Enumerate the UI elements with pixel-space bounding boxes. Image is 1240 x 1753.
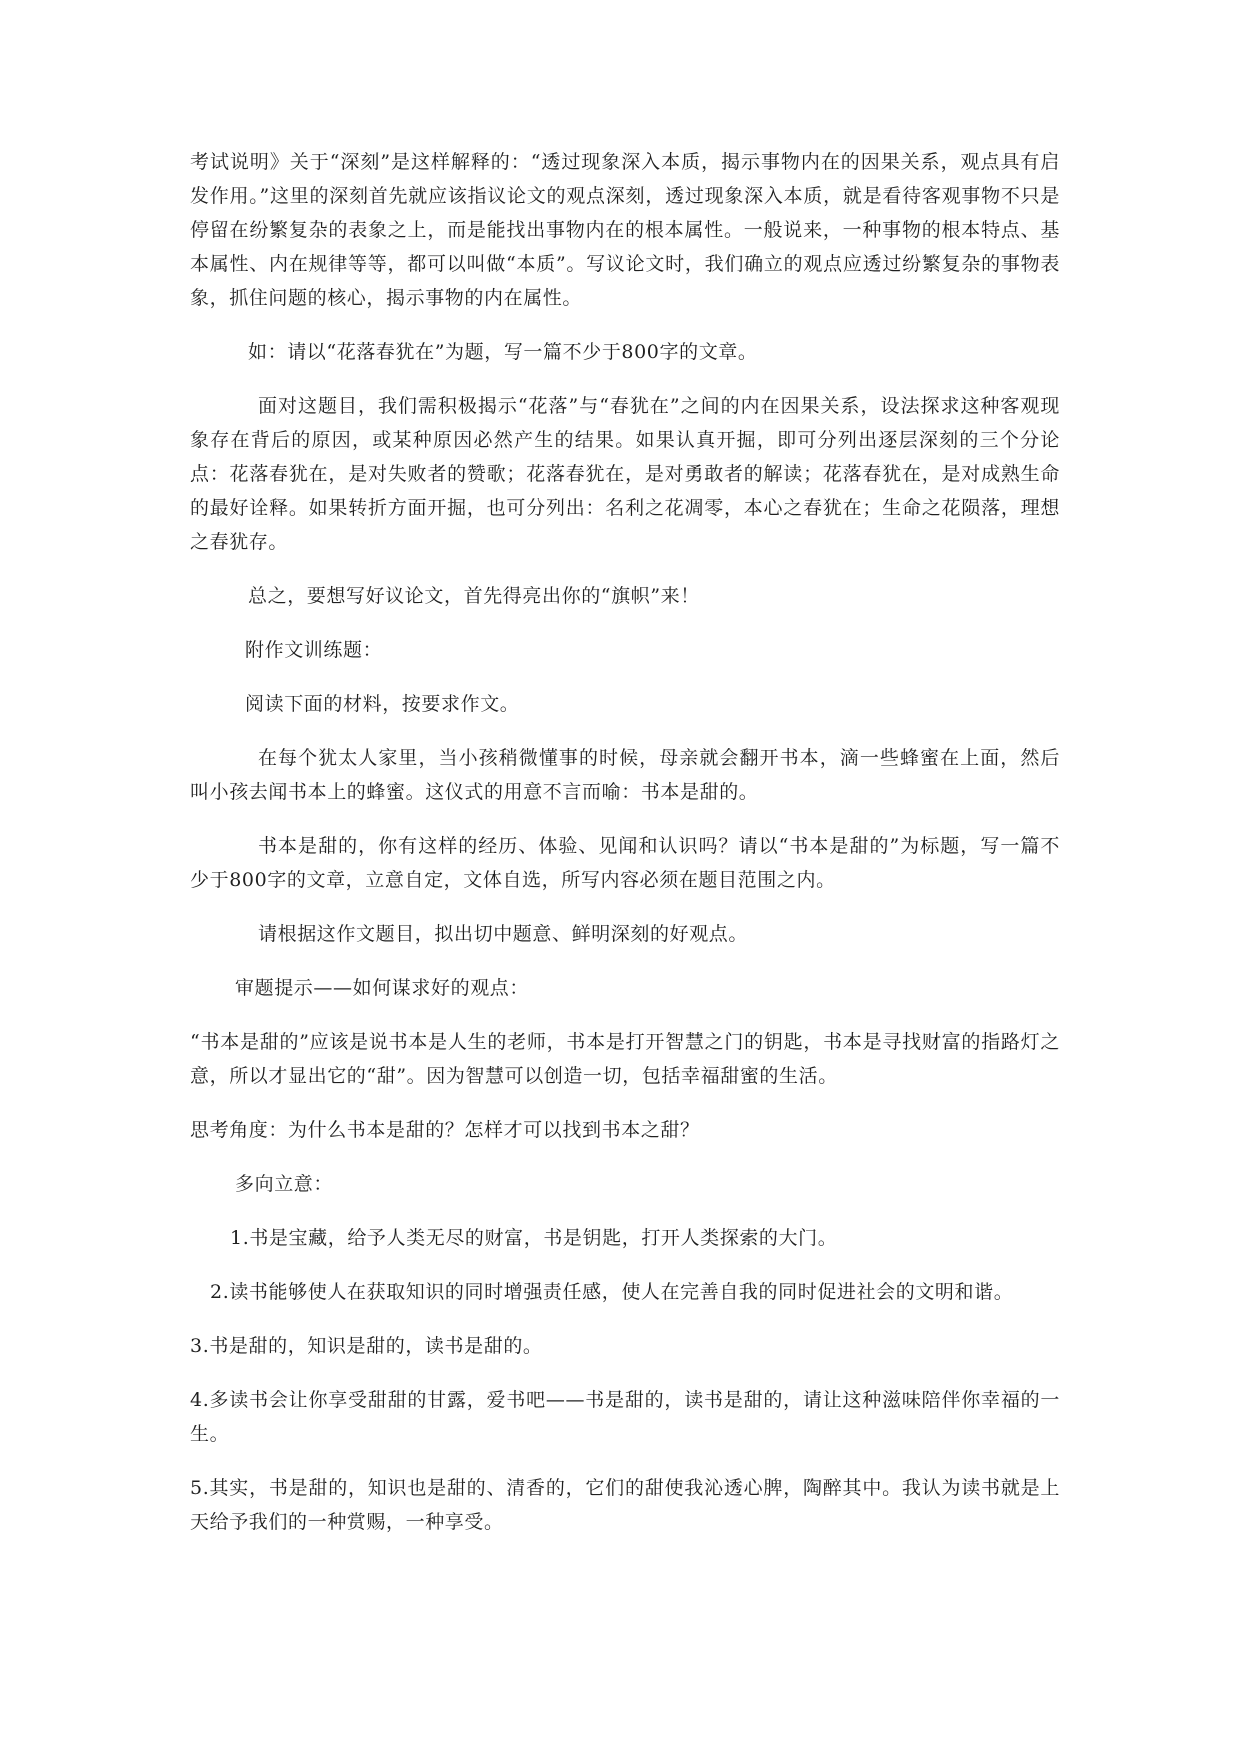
list-item-1: 1.书是宝藏，给予人类无尽的财富，书是钥匙，打开人类探索的大门。 [230,1227,838,1249]
document-body [190,145,1060,1559]
list-item-5: 5.其实，书是甜的，知识也是甜的、清香的，它们的甜使我沁透心脾，陶醉其中。我认为读书就是上天给予我们的一种赏赐，一种享受。 [190,1477,1060,1533]
paragraph-essay-prompt: 书本是甜的，你有这样的经历、体验、见闻和认识吗？请以“书本是甜的”为标题，写一篇不少于800字的文章，立意自定，文体自选，所写内容必须在题目范围之内。 [190,835,1060,891]
list-item-2: 2.读书能够使人在获取知识的同时增强责任感，使人在完善自我的同时促进社会的文明和谐。 [210,1281,1014,1303]
paragraph-example-prompt: 如：请以“花落春犹在”为题，写一篇不少于800字的文章。 [248,341,758,363]
paragraph-thinking-angle: 思考角度：为什么书本是甜的？怎样才可以找到书本之甜？ [190,1119,700,1141]
list-item-3: 3.书是甜的，知识是甜的，读书是甜的。 [190,1335,543,1357]
paragraph-review-hint-heading: 审题提示——如何谋求好的观点： [235,977,530,999]
paragraph-conclusion: 总之，要想写好议论文，首先得亮出你的“旗帜”来！ [248,585,700,607]
paragraph-material: 在每个犹太人家里，当小孩稍微懂事的时候，母亲就会翻开书本，滴一些蜂蜜在上面，然后叫小孩去闻书本上的蜂蜜。这仪式的用意不言而喻：书本是甜的。 [190,747,1060,803]
paragraph-definition-of-depth: 考试说明》关于“深刻”是这样解释的：“透过现象深入本质，揭示事物内在的因果关系，观点具有启发作用。”这里的深刻首先就应该指议论文的观点深刻，透过现象深入本质，就是看待客观事物不只是停留在纷繁复杂的表象之上，而是能找出事物内在的根本属性。一般说来，一种事物的根本特点、基本属性、内在规律等等，都可以叫做“本质”。写议论文时，我们确立的观点应透过纷繁复杂的事物表象，抓住问题的核心，揭示事物的内在属性。 [190,151,1060,309]
paragraph-multi-theme-heading: 多向立意： [235,1173,334,1195]
paragraph-review-hint: “书本是甜的”应该是说书本是人生的老师，书本是打开智慧之门的钥匙，书本是寻找财富的指路灯之意，所以才显出它的“甜”。因为智慧可以创造一切，包括幸福甜蜜的生活。 [190,1031,1060,1087]
paragraph-exercise-heading: 附作文训练题： [245,639,383,661]
list-item-4: 4.多读书会让你享受甜甜的甘露，爱书吧——书是甜的，读书是甜的，请让这种滋味陪伴你幸福的一生。 [190,1389,1060,1445]
paragraph-task: 请根据这作文题目，拟出切中题意、鲜明深刻的好观点。 [258,923,749,945]
paragraph-example-analysis: 面对这题目，我们需积极揭示“花落”与“春犹在”之间的内在因果关系，设法探求这种客观现象存在背后的原因，或某种原因必然产生的结果。如果认真开掘，即可分列出逐层深刻的三个分论点：花落春犹在，是对失败者的赞歌；花落春犹在，是对勇敢者的解读；花落春犹在，是对成熟生命的最好诠释。如果转折方面开掘，也可分列出：名利之花凋零，本心之春犹在；生命之花陨落，理想之春犹存。 [190,395,1060,553]
paragraph-reading-instruction: 阅读下面的材料，按要求作文。 [245,693,520,715]
